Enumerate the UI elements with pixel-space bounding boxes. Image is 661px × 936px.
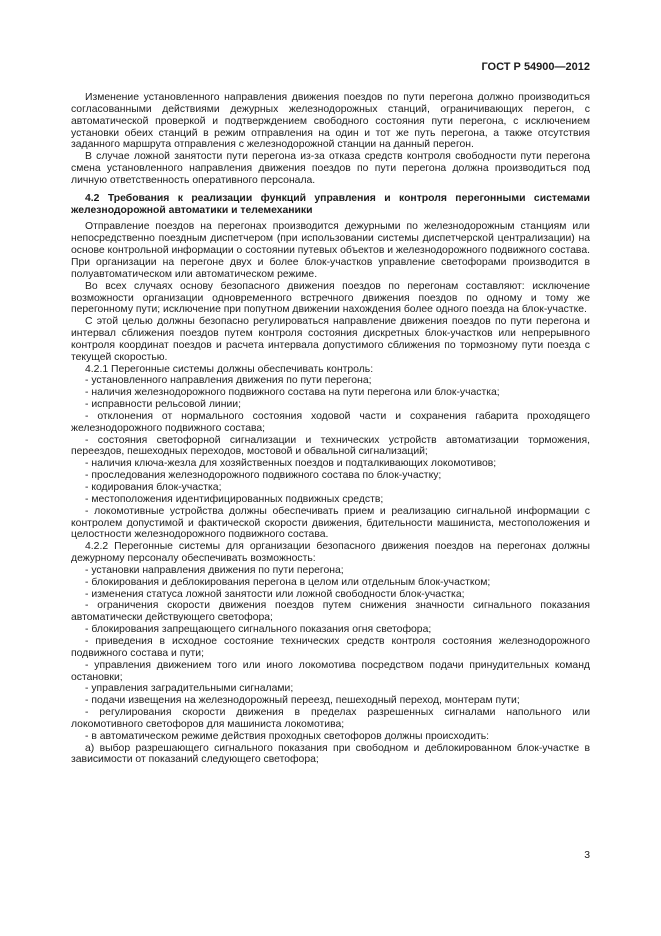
list-item: - наличия железнодорожного подвижного состава на пути перегона или блок-участка; xyxy=(85,387,500,399)
list-item: - управления движением того или иного локомотива посредством подачи принудительных команд остановки; xyxy=(71,659,590,683)
section-heading: 4.2 Требования к реализации функций управления и контроля перегонными системами железнодорожной автоматики и телемеханики xyxy=(71,192,590,216)
list-item: а) выбор разрешающего сигнального показания при свободном и деблокированном блок-участке в зависимости от показаний следующего светофора; xyxy=(71,742,590,766)
document-body xyxy=(71,92,590,766)
paragraph: В случае ложной занятости пути перегона из-за отказа средств контроля свободности пути перегона смена установленного направления движения поездов по пути перегона должна производиться под личную ответственность оперативного персонала. xyxy=(71,151,590,186)
list-item: - в автоматическом режиме действия проходных светофоров должны происходить: xyxy=(85,730,490,742)
list-item: - кодирования блок-участка; xyxy=(85,482,222,493)
list-item: - исправности рельсовой линии; xyxy=(85,399,241,411)
list-item: - проследования железнодорожного подвижного состава по блок-участку; xyxy=(85,470,442,482)
paragraph: Отправление поездов на перегонах производится дежурными по железнодорожным станциям или непосредственно поездным диспетчером (при использовании системы диспетчерской централизации) на основе контрольной информации о состоянии путевых объектов и железнодорожного подвижного состава. При организации на перегоне двух и более блок-участков управление светофорами производится в полуавтоматическом или автоматическом режиме. xyxy=(71,221,590,280)
list-item: - состояния светофорной сигнализации и технических устройств автоматизации торможения, переездов, пешеходных переходов, мостовой и обвальной сигнализаций; xyxy=(71,434,590,458)
list-item: - установленного направления движения по пути перегона; xyxy=(85,375,372,387)
list-item: - отклонения от нормального состояния ходовой части и сохранения габарита проходящего железнодорожного подвижного состава; xyxy=(71,410,590,434)
list-item: - изменения статуса ложной занятости или ложной свободности блок-участка; xyxy=(85,588,465,600)
paragraph: С этой целью должны безопасно регулироваться направление движения поездов по пути перегона и интервал сближения поездов путем контроля состояния дискретных блок-участков или непрерывного контроля координат поездов и расчета интервала допустимого сближения по тормозному пути поезда с текущей скоростью. xyxy=(71,316,590,363)
list-item: - наличия ключа-жезла для хозяйственных поездов и подталкивающих локомотивов; xyxy=(85,458,497,470)
list-item: - установки направления движения по пути перегона; xyxy=(85,564,344,576)
page-number: 3 xyxy=(584,850,590,861)
list-item: - регулирования скорости движения в пределах разрешенных сигналами напольного или локомотивного светофоров для машиниста локомотива; xyxy=(71,707,590,730)
list-item: - ограничения скорости движения поездов путем снижения значности сигнального показания автоматически действующего светофора; xyxy=(71,600,590,624)
paragraph: Изменение установленного направления движения поездов по пути перегона должно производиться согласованными действиями дежурных железнодорожных станций, ограничивающих перегон, с автоматической проверкой и подтверждением свободного состояния пути перегона, с исключением установки обеих станций в режим отправления на один и тот же путь перегона, а также отсутствия заданного маршрута отправления с железнодорожной станции на данный перегон. xyxy=(71,92,590,151)
paragraph: Во всех случаях основу безопасного движения поездов по перегонам составляют: исключение возможности организации одновременного встречного движения поездов по одному и тому же перегонному пути; исключение при попутном движении нахождения более одного поезда на блок-участке. xyxy=(71,280,590,316)
list-item: - приведения в исходное состояние технических средств контроля состояния железнодорожного подвижного состава и пути; xyxy=(71,635,590,659)
list-item: - подачи извещения на железнодорожный переезд, пешеходный переход, монтерам пути; xyxy=(85,695,520,707)
subsection-lead: 4.2.2 Перегонные системы для организации безопасного движения поездов на перегонах должны дежурному персоналу обеспечивать возможность: xyxy=(71,541,590,565)
list-item: - блокирования и деблокирования перегона в целом или отдельным блок-участком; xyxy=(85,576,491,588)
subsection-lead: 4.2.1 Перегонные системы должны обеспечивать контроль: xyxy=(85,363,374,375)
list-item: - блокирования запрещающего сигнального показания огня светофора; xyxy=(85,624,432,636)
list-item: - управления заградительными сигналами; xyxy=(85,683,294,695)
list-item: - локомотивные устройства должны обеспечивать прием и реализацию сигнальной информации с контролем допустимой и фактической скорости движения, бдительности машиниста, местоположения и целостности железнодорожного подвижного состава. xyxy=(71,505,590,541)
list-item: - местоположения идентифицированных подвижных средств; xyxy=(85,493,384,505)
document-code: ГОСТ Р 54900—2012 xyxy=(481,61,590,73)
